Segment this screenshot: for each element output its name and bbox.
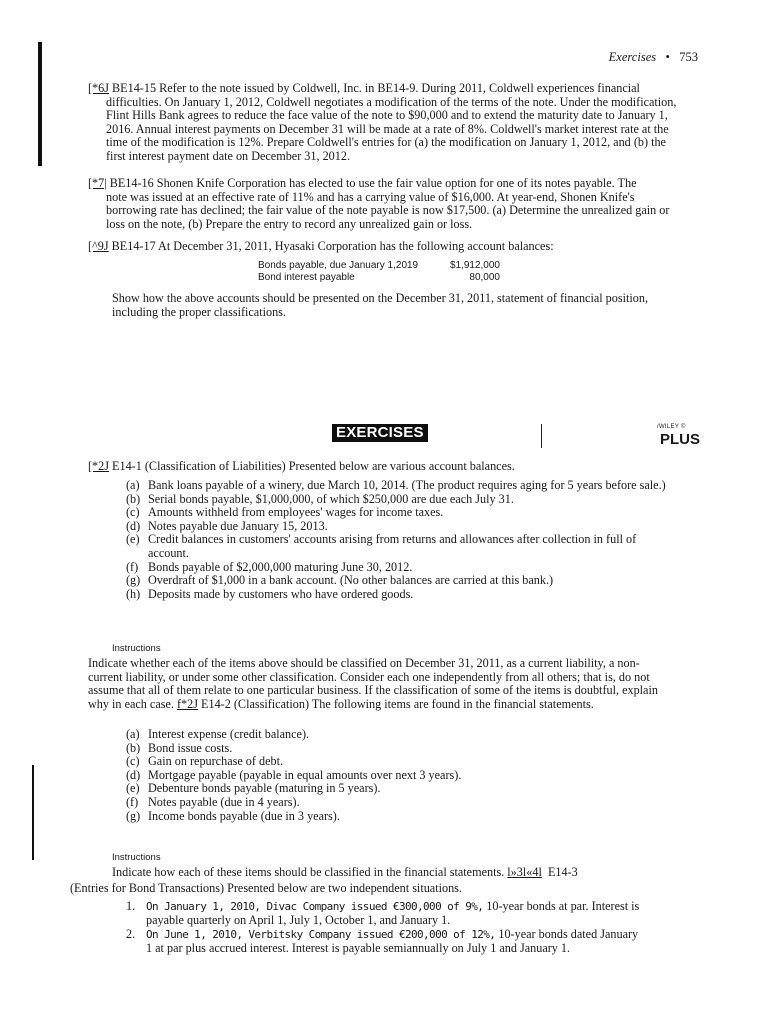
balance-row [258, 272, 500, 284]
e14-1-instructions [88, 657, 668, 711]
list-item [126, 900, 646, 927]
balance-amount: 80,000 [469, 271, 500, 283]
item-mark: (a) [126, 478, 140, 492]
header-section: Exercises [608, 50, 657, 64]
header-bullet: • [665, 50, 670, 64]
e14-2-instructions-text: Indicate how each of these items should be classified in the financial statements. [112, 865, 505, 879]
page-number: 753 [679, 50, 698, 64]
item-handwritten-text: On January 1, 2010, Divac Company issued €300,000 of 9%, [146, 900, 484, 913]
item-mark: (b) [126, 491, 141, 506]
be14-16-ref: [*7| [88, 176, 107, 190]
list-item [126, 493, 666, 507]
balance-label: Bonds payable, due January 1,2019 [258, 260, 419, 271]
list-item [126, 506, 666, 520]
e14-1-instructions-label: Instructions [112, 643, 161, 654]
item-text: Bond issue costs. [148, 740, 233, 755]
item-text: 10-year bonds dated January 1 at par plus accrued interest. Interest is payable semiannually on July 1 and January 1. [146, 927, 639, 955]
balance-amount: $1,912,000 [449, 260, 500, 271]
exercise-e14-1-heading [88, 460, 688, 474]
brief-exercise-be14-15 [88, 82, 688, 164]
be14-17-first-line: BE14-17 At December 31, 2011, Hyasaki Corporation has the following account balances: [111, 239, 554, 253]
item-mark: (d) [126, 767, 141, 782]
balance-label: Bond interest payable [258, 271, 355, 283]
item-mark: (b) [126, 740, 141, 755]
item-mark: (g) [126, 573, 141, 588]
item-mark: (g) [126, 808, 141, 823]
be14-15-body: difficulties. On January 1, 2012, Coldwell negotiates a modification of the terms of the note. Under the modification, Flint Hills Bank agrees to reduce the face value of the note to $90,000 and to extend the maturity date to January 1, 2016. Annual interest payments on December 31 will be made at a rate of 8%. Coldwell's market interest rate at the time of the modification is 12%. Prepare Coldwell's entries for (a) the modification on January 1, 2012, and (b) the first interest payment date on December 31, 2012. [106, 94, 677, 163]
item-text: Credit balances in customers' accounts arising from returns and allowances after collection in full of account. [148, 532, 637, 560]
item-mark: (f) [126, 794, 139, 809]
e14-3-number: E14-3 [547, 865, 578, 879]
item-mark: (e) [126, 532, 140, 547]
list-item [126, 742, 666, 756]
item-text: Deposits made by customers who have ordered goods. [148, 586, 414, 601]
list-item [126, 574, 666, 588]
list-item [126, 728, 666, 742]
running-header [609, 50, 698, 65]
list-item [126, 782, 666, 796]
e14-1-items [126, 479, 666, 601]
list-item [126, 479, 666, 493]
list-item [126, 561, 666, 575]
e14-3-title: (Entries for Bond Transactions) Presented below are two independent situations. [70, 881, 462, 895]
item-mark: (h) [126, 586, 141, 601]
list-item [126, 796, 666, 810]
e14-3-ref: l»3l«4l [507, 865, 542, 879]
item-mark: (d) [126, 518, 141, 533]
e14-2-instructions [112, 866, 672, 880]
be14-15-ref: [*6J [88, 81, 109, 95]
item-text: Notes payable due January 15, 2013. [148, 518, 328, 533]
brief-exercise-be14-16 [88, 177, 688, 231]
be14-15-first-line: BE14-15 Refer to the note issued by Coldwell, Inc. in BE14-9. During 2011, Coldwell experiences financial [112, 81, 640, 95]
banner-divider [541, 424, 542, 448]
e14-1-ref: [*2J [88, 459, 109, 473]
item-text: Notes payable (due in 4 years). [148, 794, 300, 809]
wiley-plus-logo: PLUS [660, 431, 701, 448]
list-item [126, 588, 666, 602]
be14-17-ref: [^9J [88, 239, 109, 253]
item-text: Income bonds payable (due in 3 years). [148, 808, 340, 823]
item-mark: (e) [126, 781, 140, 796]
e14-1-instructions-text: Indicate whether each of the items above should be classified on December 31, 2011, as a current liability, a non-current liability, or under some other classification. Consider each one independently from all others; that is, do not assume that all of them relate to one particular business. If the classification of some of the items is doubtful, explain why in each case. [88, 656, 658, 711]
item-text: Debenture bonds payable (maturing in 5 years). [148, 781, 381, 796]
item-mark: (a) [126, 727, 140, 741]
item-text: Mortgage payable (payable in equal amounts over next 3 years). [148, 767, 462, 782]
item-text: Interest expense (credit balance). [148, 727, 310, 741]
be14-16-body: note was issued at an effective rate of 11% and has a carrying value of $16,000. At year-end, Shonen Knife's borrowing rate has declined; the fair value of the note payable is now $17,500. (a) Determine the unrealized gain or loss on the note, (b) Prepare the entry to record any unrealized gain or loss. [106, 189, 670, 231]
list-item [126, 520, 666, 534]
e14-2-ref: f*2J [177, 696, 198, 711]
account-balances-table [258, 260, 500, 283]
item-text: Bank loans payable of a winery, due March 10, 2014. (The product requires aging for 5 years before sale.) [148, 478, 666, 492]
be14-16-first-line: BE14-16 Shonen Knife Corporation has elected to use the fair value option for one of its notes payable. The [109, 176, 637, 190]
e14-2-instructions-label: Instructions [112, 852, 161, 863]
e14-3-items [126, 900, 646, 955]
item-text: 10-year bonds at par. Interest is payable quarterly on April 1, July 1, October 1, and January 1. [146, 899, 640, 927]
margin-bar-top [38, 42, 42, 166]
item-text: Amounts withheld from employees' wages for income taxes. [148, 505, 444, 520]
item-text: Overdraft of $1,000 in a bank account. (No other balances are carried at this bank.) [148, 573, 554, 588]
e14-2-items [126, 728, 666, 823]
item-mark: (f) [126, 559, 139, 574]
e14-1-title: E14-1 (Classification of Liabilities) Presented below are various account balances. [112, 459, 515, 473]
item-mark: 2. [126, 927, 136, 942]
list-item [126, 810, 666, 824]
item-text: Serial bonds payable, $1,000,000, of which $250,000 are due each July 31. [148, 491, 514, 506]
balance-row [258, 260, 500, 272]
item-mark: (c) [126, 754, 140, 769]
brief-exercise-be14-17 [88, 240, 688, 254]
list-item [126, 769, 666, 783]
item-handwritten-text: On June 1, 2010, Verbitsky Company issued €200,000 of 12%, [146, 928, 496, 942]
list-item [126, 755, 666, 769]
list-item [126, 928, 646, 955]
item-mark: 1. [126, 899, 136, 913]
list-item [126, 533, 666, 560]
item-mark: (c) [126, 505, 140, 520]
item-text: Bonds payable of $2,000,000 maturing June 30, 2012. [148, 559, 413, 574]
exercises-banner: EXERCISES [332, 424, 428, 442]
item-text: Gain on repurchase of debt. [148, 754, 284, 769]
margin-bar-bottom [32, 765, 34, 860]
balances-note: Show how the above accounts should be presented on the December 31, 2011, statement of financial position, including the proper classifications. [112, 291, 648, 319]
e14-2-title: E14-2 (Classification) The following items are found in the financial statements. [201, 696, 594, 711]
wiley-logo-text: /WILEY © [657, 424, 686, 430]
